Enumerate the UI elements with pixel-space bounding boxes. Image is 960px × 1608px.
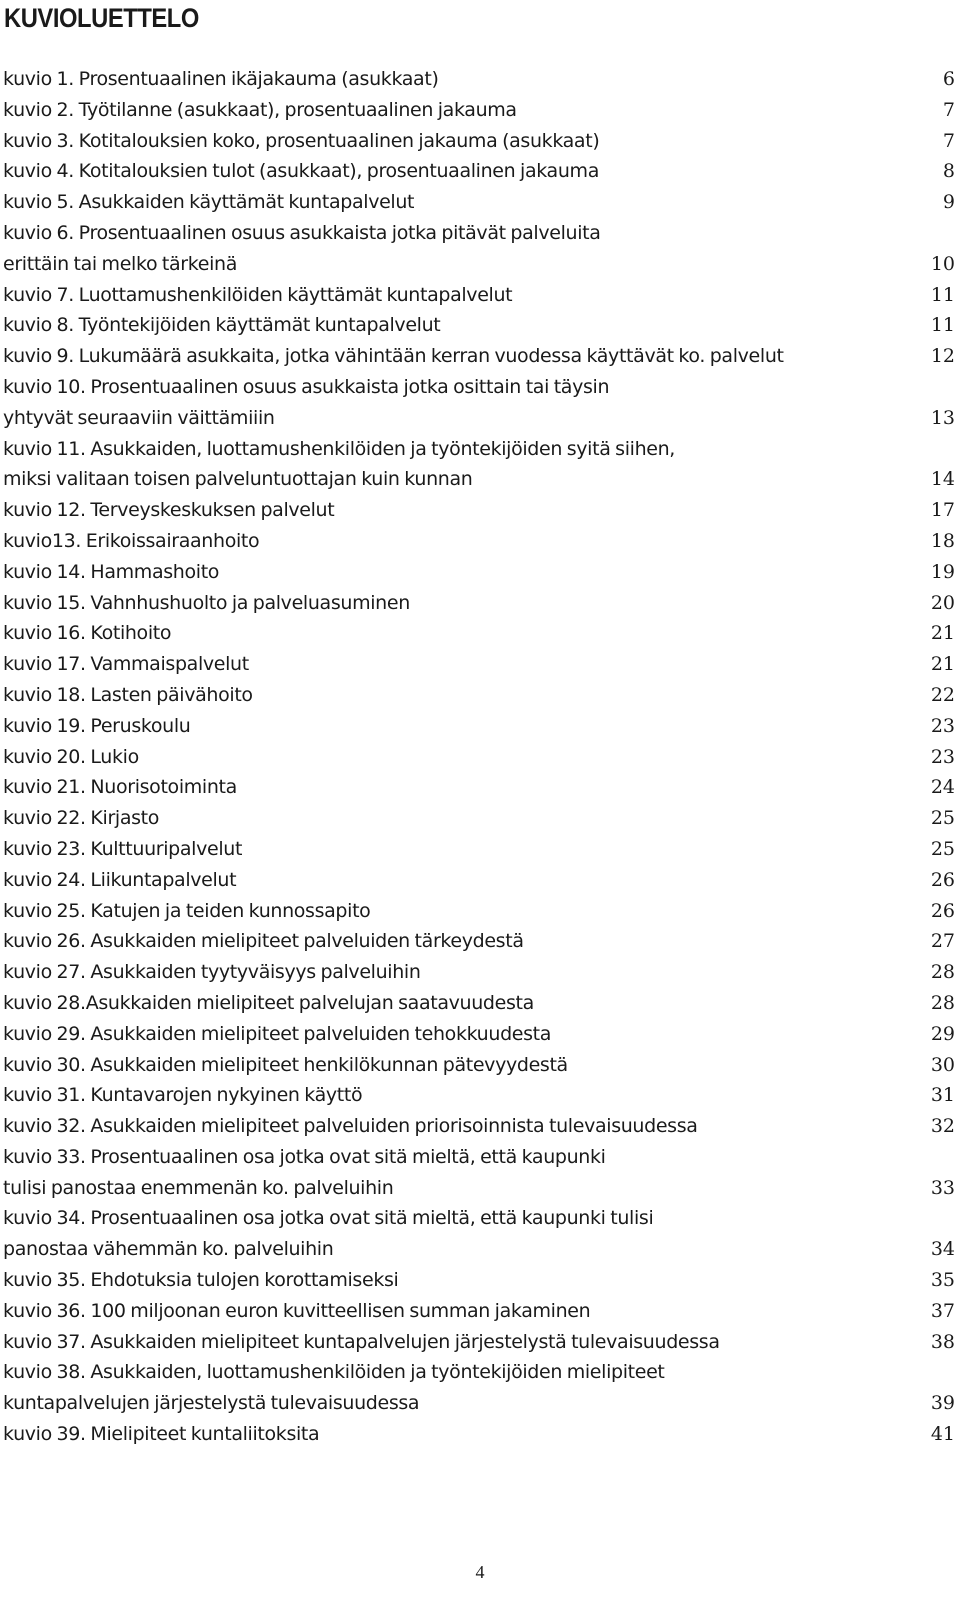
figure-list-entry	[3, 1019, 955, 1050]
figure-caption-line: panostaa vähemmän ko. palveluihin	[3, 1238, 334, 1261]
figure-page-number: 27	[930, 930, 955, 953]
figure-list-entry	[3, 834, 955, 865]
figure-page-number: 33	[930, 1176, 955, 1199]
figure-caption-line: kuvio 9. Lukumäärä asukkaita, jotka vähintään kerran vuodessa käyttävät ko. palvelut	[3, 345, 784, 368]
figure-page-number: 22	[930, 683, 955, 706]
figure-list	[3, 64, 955, 1450]
figure-caption-line: kuvio 4. Kotitalouksien tulot (asukkaat), prosentuaalinen jakauma	[3, 160, 599, 183]
page-title: KUVIOLUETTELO	[4, 3, 199, 33]
figure-caption-line: kuvio 17. Vammaispalvelut	[3, 653, 249, 676]
figure-list-entry	[3, 1357, 955, 1419]
figure-caption-line: erittäin tai melko tärkeinä	[3, 252, 237, 275]
figure-caption-line: kuvio 12. Terveyskeskuksen palvelut	[3, 499, 335, 522]
figure-list-entry	[3, 618, 955, 649]
figure-list-entry	[3, 557, 955, 588]
figure-list-entry	[3, 588, 955, 619]
figure-list-entry	[3, 95, 955, 126]
figure-page-number: 20	[930, 591, 955, 614]
figure-list-entry	[3, 1265, 955, 1296]
figure-caption-line: kuvio 2. Työtilanne (asukkaat), prosentuaalinen jakauma	[3, 98, 517, 121]
page-number: 4	[475, 1562, 485, 1582]
figure-caption-line: kuvio 34. Prosentuaalinen osa jotka ovat sitä mieltä, että kaupunki tulisi	[3, 1207, 654, 1230]
figure-page-number: 17	[930, 499, 955, 522]
figure-page-number: 38	[930, 1330, 955, 1353]
figure-caption-line: kuntapalvelujen järjestelystä tulevaisuudessa	[3, 1392, 420, 1415]
figure-list-entry	[3, 187, 955, 218]
figure-caption-line: kuvio 22. Kirjasto	[3, 807, 160, 830]
figure-caption-line: kuvio 25. Katujen ja teiden kunnossapito	[3, 899, 371, 922]
figure-caption-line: kuvio 32. Asukkaiden mielipiteet palveluiden priorisoinnista tulevaisuudessa	[3, 1115, 698, 1138]
figure-caption-line: kuvio 30. Asukkaiden mielipiteet henkilökunnan pätevyydestä	[3, 1053, 568, 1076]
figure-page-number: 6	[942, 68, 955, 90]
figure-caption-line: kuvio 7. Luottamushenkilöiden käyttämät kuntapalvelut	[3, 283, 513, 306]
figure-list-entry	[3, 280, 955, 311]
figure-page-number: 11	[930, 314, 955, 337]
figure-caption-line: kuvio 29. Asukkaiden mielipiteet palveluiden tehokkuudesta	[3, 1022, 552, 1045]
figure-list-entry	[3, 1203, 955, 1265]
figure-list-entry	[3, 341, 955, 372]
figure-list-entry	[3, 434, 955, 496]
figure-page-number: 24	[930, 776, 955, 799]
figure-caption-line: kuvio 33. Prosentuaalinen osa jotka ovat sitä mieltä, että kaupunki	[3, 1145, 606, 1168]
figure-list-entry	[3, 126, 955, 157]
figure-list-entry	[3, 1050, 955, 1081]
figure-page-number: 21	[930, 653, 955, 676]
figure-list-entry	[3, 865, 955, 896]
figure-page-number: 31	[930, 1084, 955, 1107]
figure-page-number: 10	[930, 252, 955, 275]
figure-page-number: 18	[930, 529, 955, 552]
figure-list-entry	[3, 742, 955, 773]
figure-list-entry	[3, 1142, 955, 1204]
figure-list-entry	[3, 711, 955, 742]
figure-list-entry	[3, 1080, 955, 1111]
figure-caption-line: kuvio 38. Asukkaiden, luottamushenkilöiden ja työntekijöiden mielipiteet	[3, 1361, 665, 1384]
figure-list-entry	[3, 896, 955, 927]
figure-page-number: 7	[942, 98, 955, 121]
figure-page-number: 14	[930, 468, 955, 491]
figure-list-entry	[3, 926, 955, 957]
figure-page-number: 25	[930, 807, 955, 830]
figure-list-entry	[3, 1327, 955, 1358]
figure-page-number: 39	[930, 1392, 955, 1415]
figure-caption-line: kuvio 35. Ehdotuksia tulojen korottamiseksi	[3, 1269, 399, 1292]
figure-caption-line: kuvio13. Erikoissairaanhoito	[3, 529, 260, 552]
figure-page-number: 23	[930, 745, 955, 768]
figure-caption-line: kuvio 19. Peruskoulu	[3, 714, 191, 737]
figure-caption-line: kuvio 10. Prosentuaalinen osuus asukkaista jotka osittain tai täysin	[3, 375, 610, 398]
figure-list-entry	[3, 988, 955, 1019]
figure-caption-line: kuvio 16. Kotihoito	[3, 622, 172, 645]
figure-list-entry	[3, 1111, 955, 1142]
figure-list-entry	[3, 803, 955, 834]
figure-page-number: 37	[930, 1299, 955, 1322]
figure-caption-line: kuvio 36. 100 miljoonan euron kuvitteellisen summan jakaminen	[3, 1299, 591, 1322]
figure-list-entry	[3, 1296, 955, 1327]
figure-page-number: 29	[930, 1022, 955, 1045]
figure-page-number: 32	[930, 1115, 955, 1138]
figure-list-entry	[3, 495, 955, 526]
figure-caption-line: kuvio 18. Lasten päivähoito	[3, 683, 253, 706]
figure-caption-line: kuvio 5. Asukkaiden käyttämät kuntapalvelut	[3, 191, 415, 214]
figure-caption-line: kuvio 20. Lukio	[3, 745, 139, 768]
figure-page-number: 7	[942, 129, 955, 152]
figure-list-entry	[3, 64, 955, 95]
figure-caption-line: kuvio 6. Prosentuaalinen osuus asukkaista jotka pitävät palveluita	[3, 221, 601, 244]
figure-caption-line: kuvio 8. Työntekijöiden käyttämät kuntapalvelut	[3, 314, 441, 337]
figure-caption-line: tulisi panostaa enemmenän ko. palveluihin	[3, 1176, 394, 1199]
figure-page-number: 41	[930, 1423, 955, 1446]
figure-page-number: 12	[930, 345, 955, 368]
figure-caption-line: kuvio 27. Asukkaiden tyytyväisyys palveluihin	[3, 961, 421, 984]
figure-list-entry	[3, 772, 955, 803]
figure-page-number: 8	[942, 160, 955, 183]
figure-page-number: 28	[930, 991, 955, 1014]
figure-list-entry	[3, 372, 955, 434]
figure-page-number: 11	[930, 283, 955, 306]
figure-page-number: 23	[930, 714, 955, 737]
figure-caption-line: kuvio 26. Asukkaiden mielipiteet palveluiden tärkeydestä	[3, 930, 524, 953]
figure-caption-line: kuvio 11. Asukkaiden, luottamushenkilöiden ja työntekijöiden syitä siihen,	[3, 437, 675, 460]
figure-caption-line: miksi valitaan toisen palveluntuottajan kuin kunnan	[3, 468, 473, 491]
figure-list-entry	[3, 156, 955, 187]
figure-page-number: 28	[930, 961, 955, 984]
figure-list-entry	[3, 218, 955, 280]
figure-list-entry	[3, 649, 955, 680]
figure-list-entry	[3, 957, 955, 988]
figure-caption-line: kuvio 39. Mielipiteet kuntaliitoksita	[3, 1423, 320, 1446]
figure-caption-line: kuvio 15. Vahnhushuolto ja palveluasuminen	[3, 591, 410, 614]
figure-page-number: 26	[930, 899, 955, 922]
figure-caption-line: kuvio 23. Kulttuuripalvelut	[3, 837, 243, 860]
figure-page-number: 25	[930, 837, 955, 860]
figure-list-entry	[3, 526, 955, 557]
figure-caption-line: kuvio 37. Asukkaiden mielipiteet kuntapalvelujen järjestelystä tulevaisuudessa	[3, 1330, 720, 1353]
figure-page-number: 34	[930, 1238, 955, 1261]
figure-list-entry	[3, 1419, 955, 1450]
figure-page-number: 26	[930, 868, 955, 891]
figure-caption-line: kuvio 31. Kuntavarojen nykyinen käyttö	[3, 1084, 363, 1107]
figure-caption-line: kuvio 1. Prosentuaalinen ikäjakauma (asukkaat)	[3, 68, 439, 90]
figure-page-number: 13	[930, 406, 955, 429]
figure-page-number: 9	[942, 191, 955, 214]
figure-list-entry	[3, 680, 955, 711]
figure-list-entry	[3, 310, 955, 341]
figure-caption-line: kuvio 24. Liikuntapalvelut	[3, 868, 237, 891]
figure-page-number: 21	[930, 622, 955, 645]
figure-caption-line: kuvio 28.Asukkaiden mielipiteet palvelujan saatavuudesta	[3, 991, 534, 1014]
figure-page-number: 19	[930, 560, 955, 583]
figure-caption-line: kuvio 14. Hammashoito	[3, 560, 220, 583]
figure-caption-line: kuvio 3. Kotitalouksien koko, prosentuaalinen jakauma (asukkaat)	[3, 129, 600, 152]
figure-caption-line: yhtyvät seuraaviin väittämiiin	[3, 406, 275, 429]
figure-page-number: 30	[930, 1053, 955, 1076]
figure-page-number: 35	[930, 1269, 955, 1292]
figure-caption-line: kuvio 21. Nuorisotoiminta	[3, 776, 237, 799]
